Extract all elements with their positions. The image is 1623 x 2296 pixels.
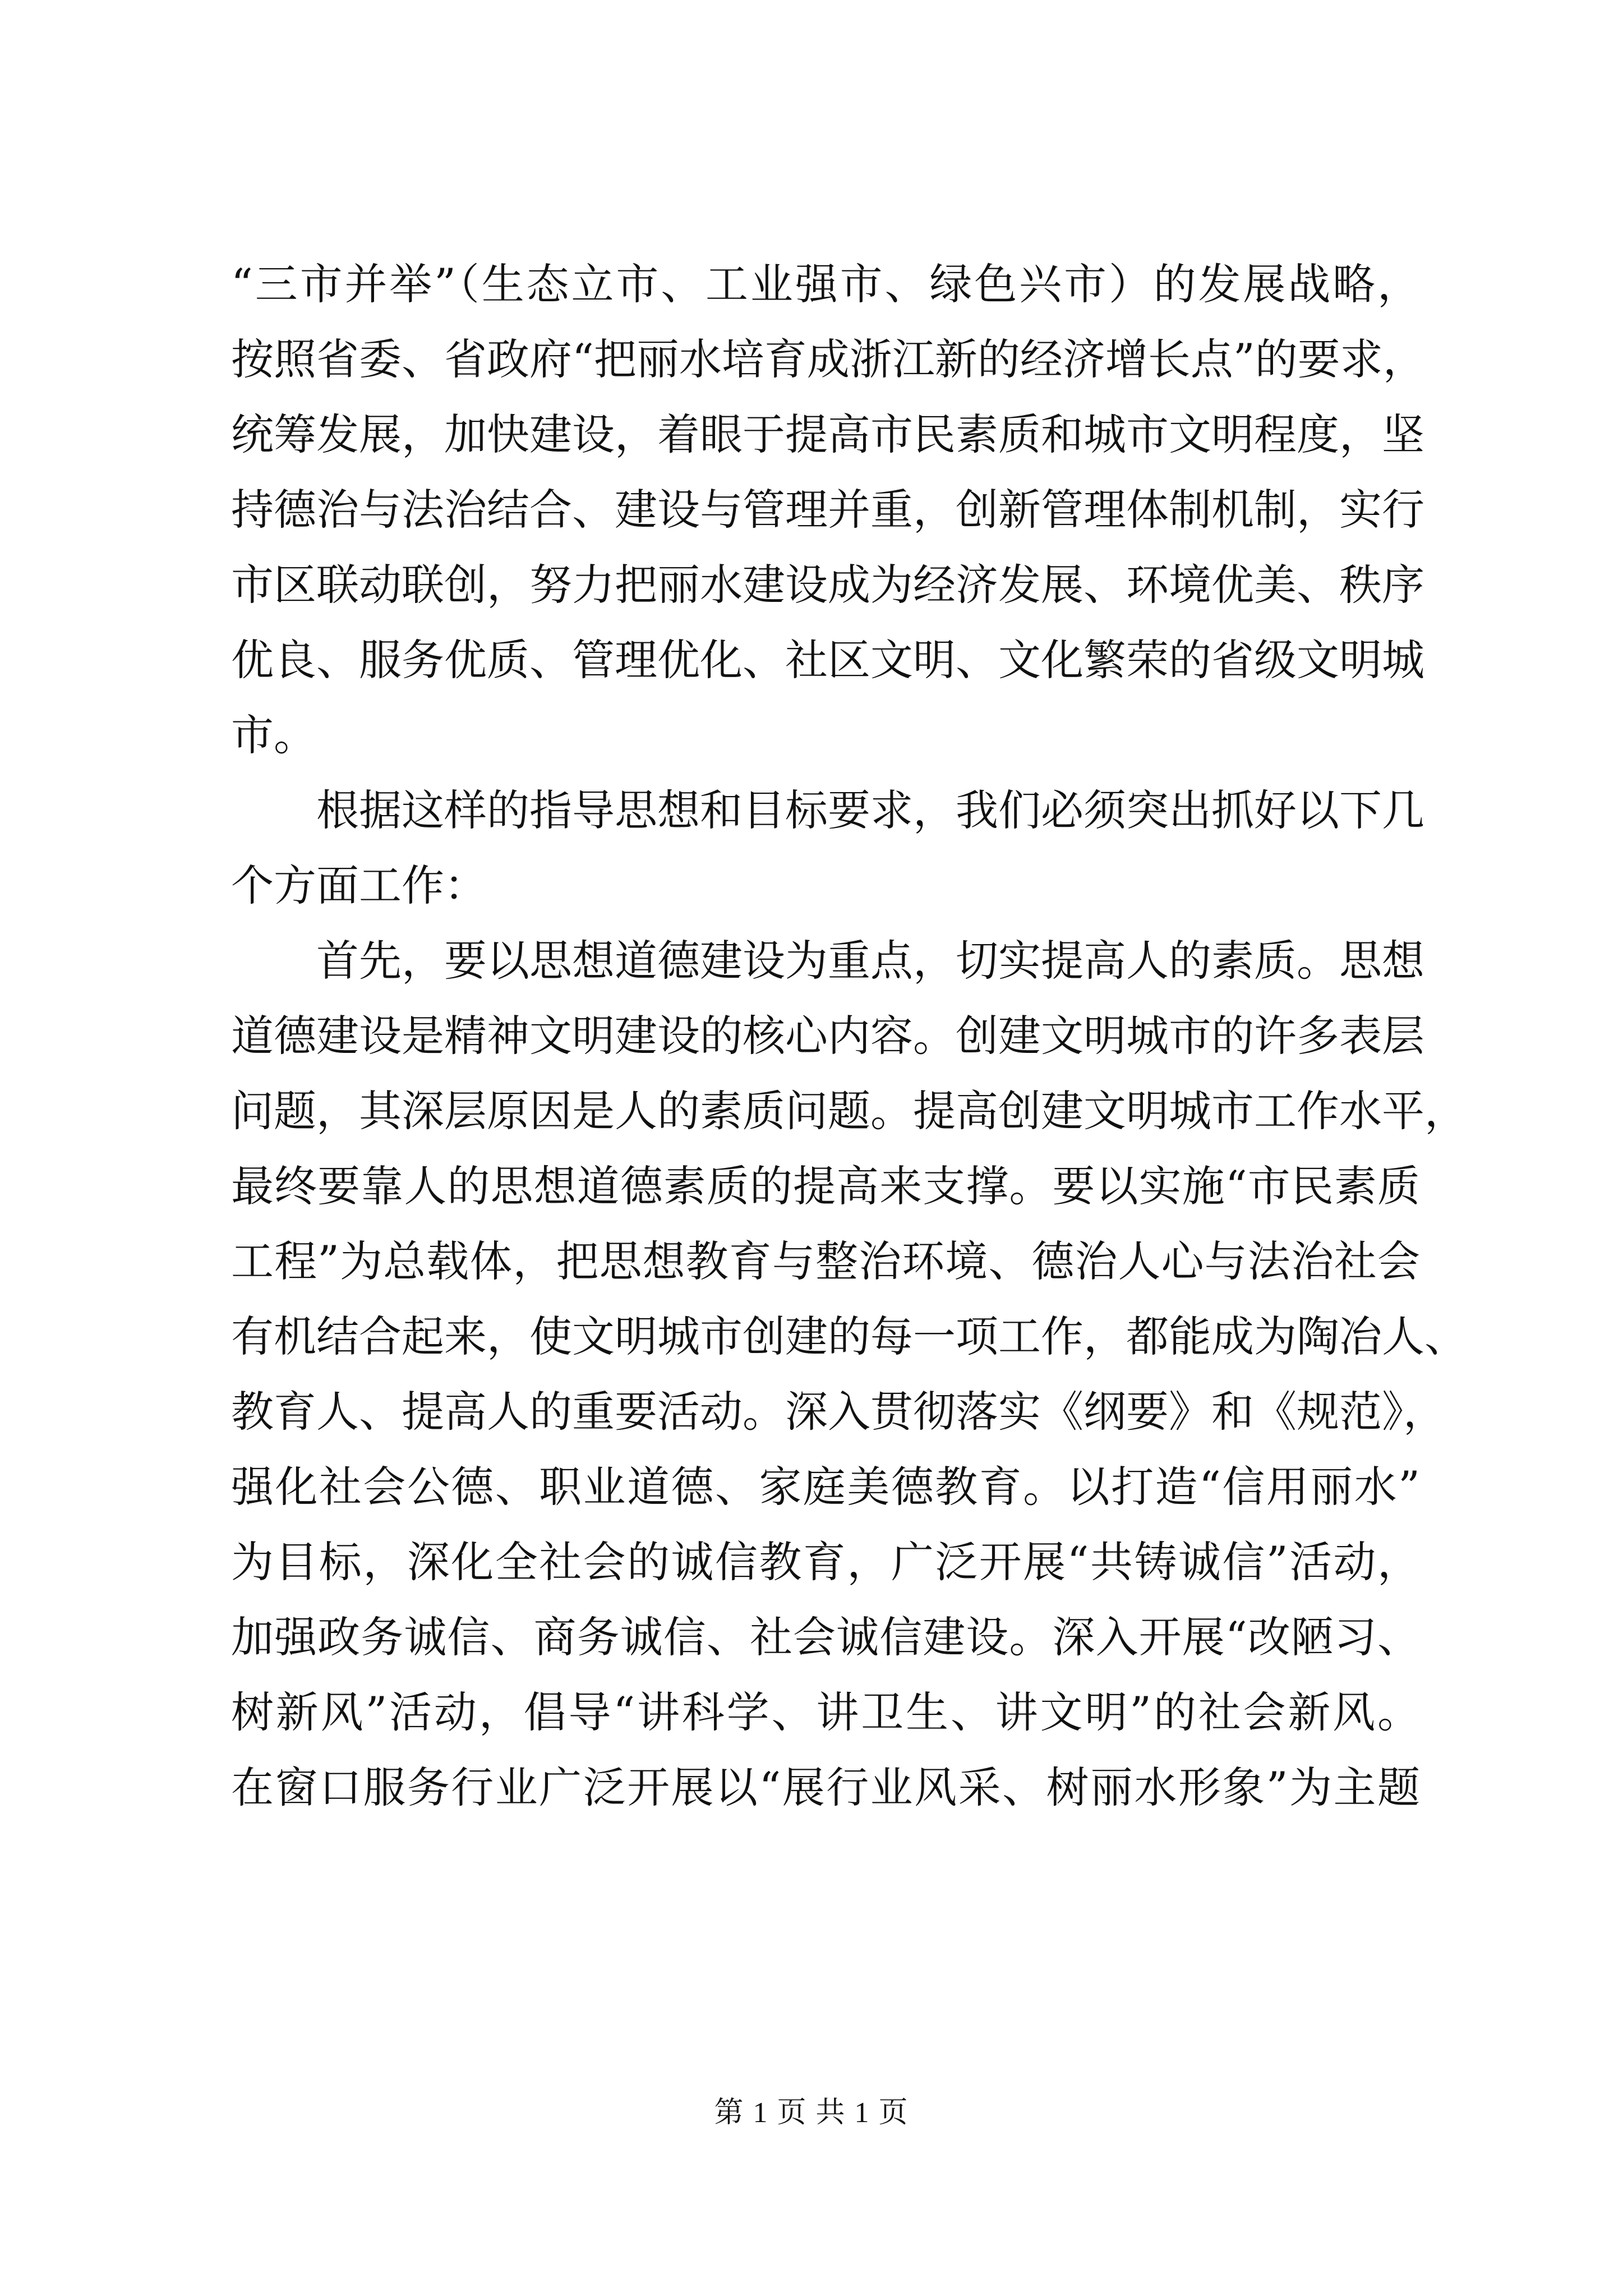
text-line: 按照省委、省政府“把丽水培育成浙江新的经济增长点”的要求， — [231, 334, 1426, 384]
text-line: 强化社会公德、职业道德、家庭美德教育。以打造“信用丽水” — [231, 1462, 1420, 1512]
text-line: 首先，要以思想道德建设为重点，切实提高人的素质。思想 — [316, 936, 1424, 986]
document-body — [231, 247, 1467, 1825]
text-line: “三市并举”（生态立市、工业强市、绿色兴市）的发展战略， — [231, 259, 1420, 309]
text-line: 市区联动联创，努力把丽水建设成为经济发展、环境优美、秩序 — [231, 560, 1424, 610]
text-line: 统筹发展，加快建设，着眼于提高市民素质和城市文明程度，坚 — [231, 409, 1424, 459]
text-line: 工程”为总载体，把思想教育与整治环境、德治人心与法治社会 — [231, 1236, 1420, 1286]
text-line: 为目标，深化全社会的诚信教育，广泛开展“共铸诚信”活动， — [231, 1537, 1420, 1587]
text-line: 加强政务诚信、商务诚信、社会诚信建设。深入开展“改陋习、 — [231, 1612, 1420, 1662]
text-line: 根据这样的指导思想和目标要求，我们必须突出抓好以下几 — [316, 785, 1424, 835]
page-number: 第 1 页 共 1 页 — [714, 2097, 909, 2129]
text-line: 教育人、提高人的重要活动。深入贯彻落实《纲要》和《规范》， — [231, 1387, 1446, 1437]
text-line: 树新风”活动，倡导“讲科学、讲卫生、讲文明”的社会新风。 — [231, 1687, 1420, 1737]
text-line: 道德建设是精神文明建设的核心内容。创建文明城市的许多表层 — [231, 1011, 1424, 1061]
page-footer — [0, 2093, 1623, 2133]
text-line: 最终要靠人的思想道德素质的提高来支撑。要以实施“市民素质 — [231, 1161, 1420, 1211]
text-line: 优良、服务优质、管理优化、社区文明、文化繁荣的省级文明城 — [231, 635, 1424, 685]
text-line: 市。 — [231, 710, 316, 760]
text-line: 问题，其深层原因是人的素质问题。提高创建文明城市工作水平， — [231, 1086, 1467, 1136]
text-line: 有机结合起来，使文明城市创建的每一项工作，都能成为陶冶人、 — [231, 1312, 1467, 1361]
text-line: 个方面工作： — [231, 861, 487, 910]
text-line: 在窗口服务行业广泛开展以“展行业风采、树丽水形象”为主题 — [231, 1763, 1420, 1812]
text-line: 持德治与法治结合、建设与管理并重，创新管理体制机制，实行 — [231, 485, 1424, 535]
